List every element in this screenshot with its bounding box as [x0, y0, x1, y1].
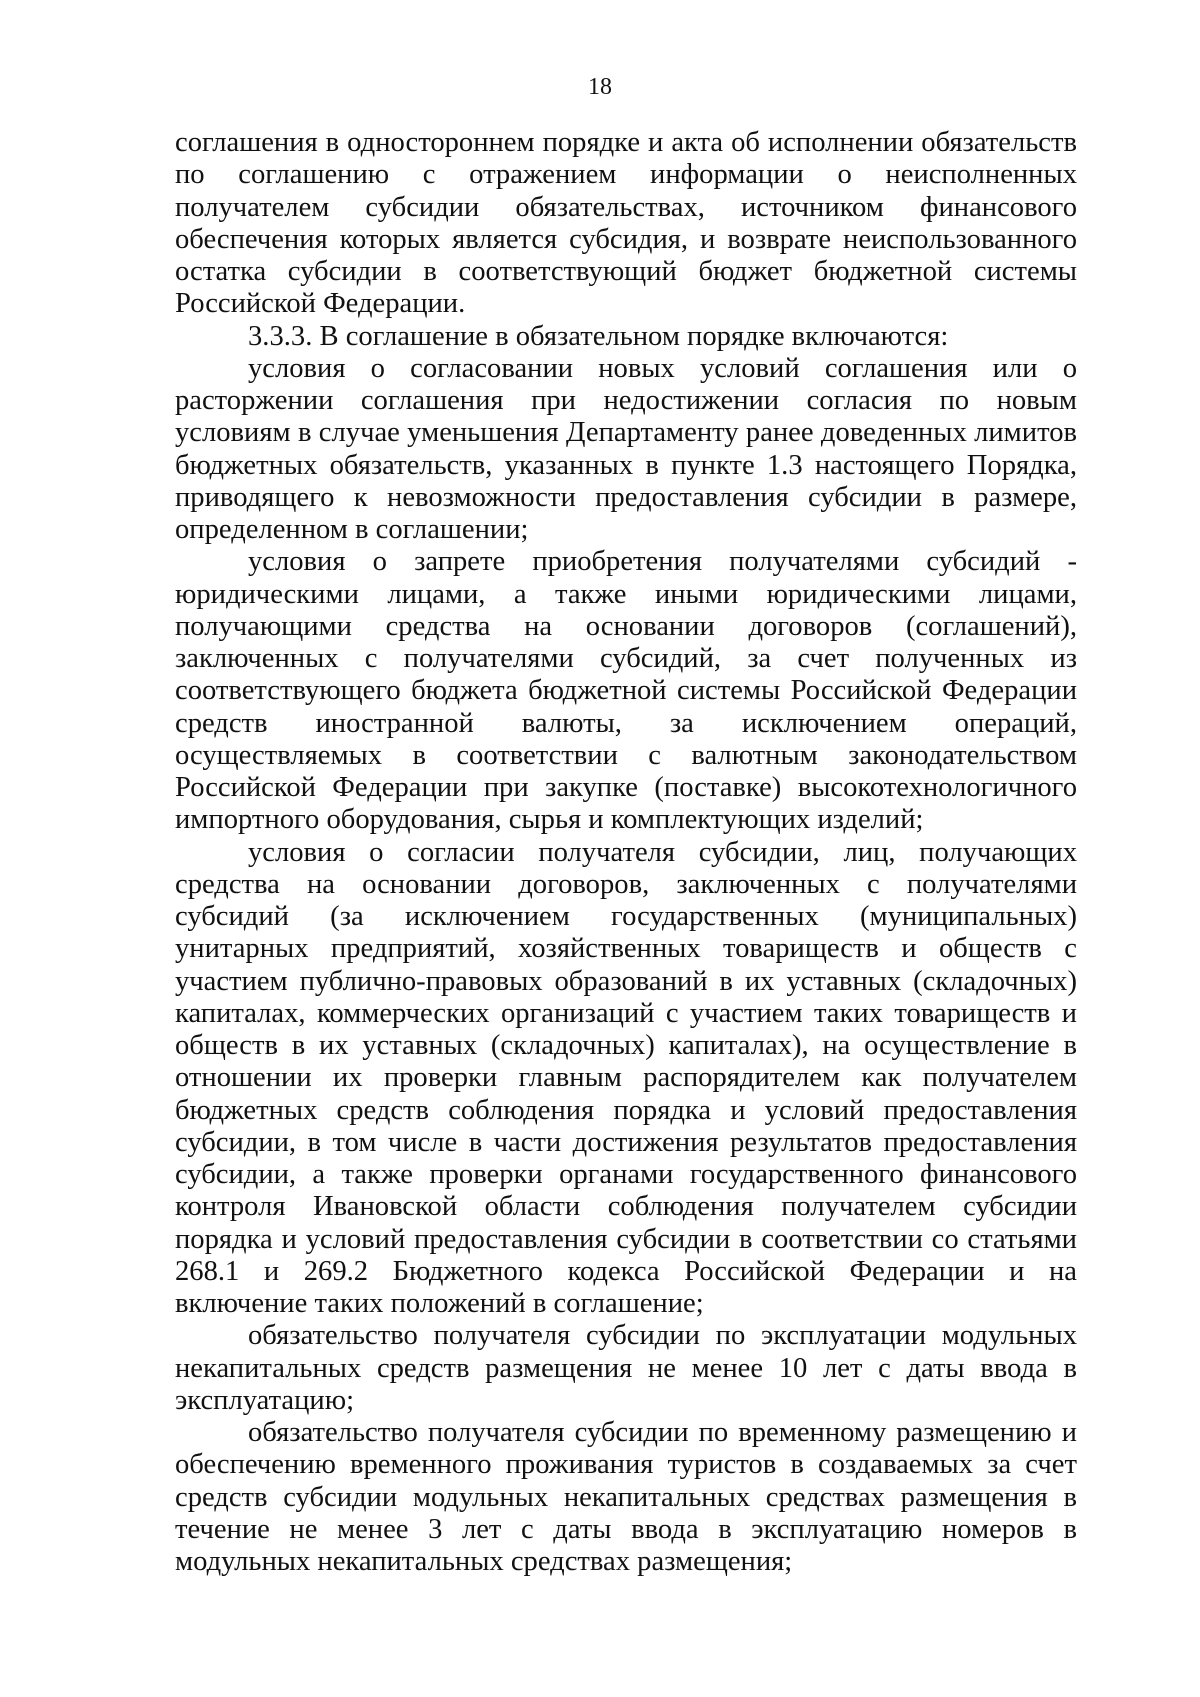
paragraph-continuation: соглашения в одностороннем порядке и акта об исполнении обязательств по соглашению с отражением информации о неисполненных получателем субсидии обязательствах, источником финансового обеспечения которых является субсидия, и возврате неиспользованного остатка субсидии в соответствующий бюджет бюджетной системы Российской Федерации.	[175, 127, 1077, 320]
paragraph-clause-3-3-3: 3.3.3. В соглашение в обязательном порядке включаются:	[248, 320, 949, 352]
paragraph-condition-foreign-currency: условия о запрете приобретения получателями субсидий - юридическими лицами, а также иными юридическими лицами, получающими средства на основании договоров (соглашений), заключенных с получателями субсидий, за счет полученных из соответствующего бюджета бюджетной системы Российской Федерации средств иностранной валюты, за исключением операций, осуществляемых в соответствии с валютным законодательством Российской Федерации при закупке (поставке) высокотехнологичного импортного оборудования, сырья и комплектующих изделий;	[175, 546, 1077, 836]
paragraph-condition-agreement-changes: условия о согласовании новых условий соглашения или о расторжении соглашения при недостижении согласия по новым условиям в случае уменьшения Департаменту ранее доведенных лимитов бюджетных обязательств, указанных в пункте 1.3 настоящего Порядка, приводящего к невозможности предоставления субсидии в размере, определенном в соглашении;	[175, 352, 1077, 545]
document-body	[175, 127, 1077, 1578]
paragraph-obligation-operation: обязательство получателя субсидии по эксплуатации модульных некапитальных средств размещения не менее 10 лет с даты ввода в эксплуатацию;	[175, 1320, 1077, 1416]
page-number: 18	[588, 74, 612, 100]
paragraph-obligation-accommodation: обязательство получателя субсидии по временному размещению и обеспечению временного проживания туристов в создаваемых за счет средств субсидии модульных некапитальных средствах размещения в течение не менее 3 лет с даты ввода в эксплуатацию номеров в модульных некапитальных средствах размещения;	[175, 1417, 1077, 1577]
paragraph-condition-consent-inspection: условия о согласии получателя субсидии, лиц, получающих средства на основании договоров, заключенных с получателями субсидий (за исключением государственных (муниципальных) унитарных предприятий, хозяйственных товариществ и обществ с участием публично-правовых образований в их уставных (складочных) капиталах, коммерческих организаций с участием таких товариществ и обществ в их уставных (складочных) капиталах), на осуществление в отношении их проверки главным распорядителем как получателем бюджетных средств соблюдения порядка и условий предоставления субсидии, в том числе в части достижения результатов предоставления субсидии, а также проверки органами государственного финансового контроля Ивановской области соблюдения получателем субсидии порядка и условий предоставления субсидии в соответствии со статьями 268.1 и 269.2 Бюджетного кодекса Российской Федерации и на включение таких положений в соглашение;	[175, 836, 1077, 1319]
